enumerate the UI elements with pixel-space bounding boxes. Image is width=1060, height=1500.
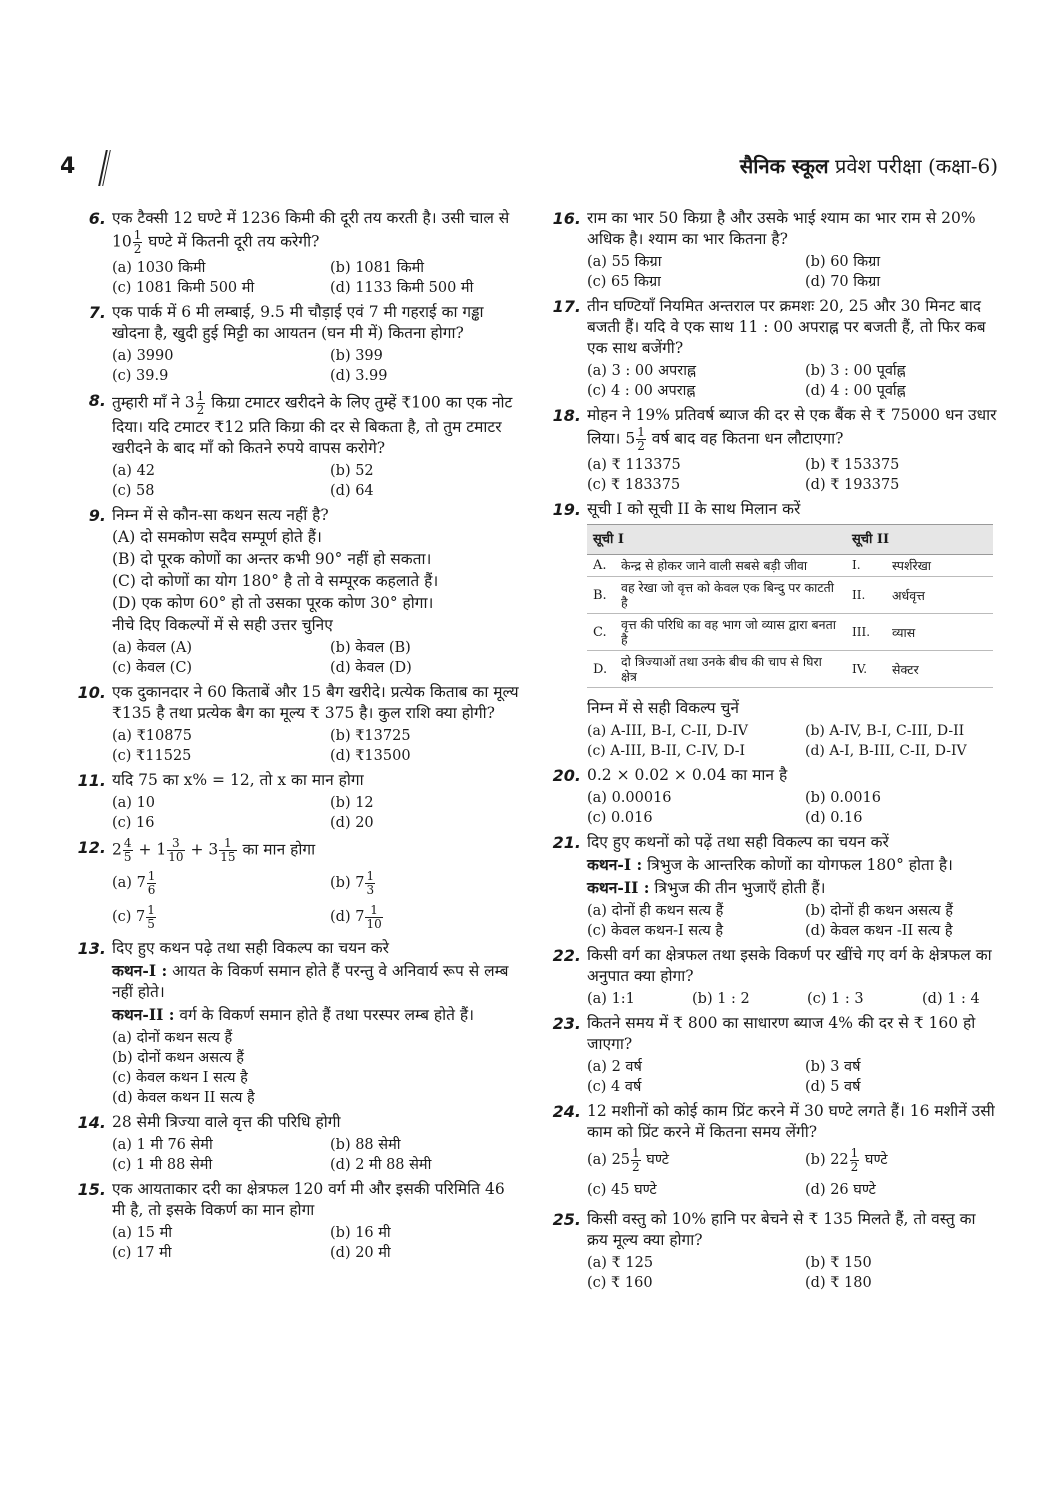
row-roman: III. bbox=[846, 614, 886, 651]
question-number: 16. bbox=[552, 209, 581, 228]
options bbox=[587, 788, 999, 828]
row-key: B. bbox=[587, 577, 615, 614]
question-number: 15. bbox=[77, 1180, 106, 1199]
statement-text: वर्ग के विकर्ण समान होते हैं तथा परस्पर लम्ब होते हैं। bbox=[174, 1006, 474, 1024]
options bbox=[587, 455, 999, 495]
question-number: 18. bbox=[552, 406, 581, 425]
option-b[interactable]: (b) 1081 किमी bbox=[330, 260, 425, 276]
option-a[interactable]: (a) 3 : 00 अपराह्न bbox=[587, 363, 696, 379]
question-23 bbox=[547, 1013, 999, 1097]
option-unit: घण्टे bbox=[860, 1152, 888, 1168]
options bbox=[112, 461, 522, 501]
option-b[interactable]: (b) 12 bbox=[330, 795, 374, 811]
option-a[interactable]: (a) ₹10875 bbox=[112, 728, 192, 744]
row-match: स्पर्शरेखा bbox=[886, 555, 993, 577]
option-a[interactable]: (a) 0.00016 bbox=[587, 790, 672, 806]
numerator: 1 bbox=[133, 228, 142, 242]
option-a[interactable]: (a) 42 bbox=[112, 463, 156, 479]
table-header-row bbox=[587, 525, 993, 555]
option-d[interactable]: (d) 3.99 bbox=[330, 368, 388, 384]
option-c[interactable]: (c) ₹ 160 bbox=[587, 1275, 653, 1291]
row-value: केन्द्र से होकर जाने वाली सबसे बड़ी जीवा bbox=[615, 555, 846, 577]
instruction: निम्न में से सही विकल्प चुनें bbox=[587, 699, 739, 717]
option-c[interactable]: (c) 58 bbox=[112, 483, 155, 499]
numerator: 1 bbox=[196, 389, 205, 403]
option-d[interactable]: (d) 20 मी bbox=[330, 1245, 391, 1261]
statement-a: (A) दो समकोण सदैव सम्पूर्ण होते हैं। bbox=[112, 528, 322, 546]
options bbox=[587, 901, 999, 941]
option-d[interactable]: (d) A-I, B-III, C-II, D-IV bbox=[805, 743, 967, 759]
question-16 bbox=[547, 208, 999, 292]
question-text: 2 $\frac{4}{5}$ + 1 $\frac{3}{10}$ + 3 $\frac{1}{15}$ का मान होगा bbox=[112, 836, 316, 864]
option-d[interactable]: (d) 26 घण्टे bbox=[805, 1182, 876, 1198]
question-text: किसी वस्तु को 10% हानि पर बेचने से ₹ 135 मिलते हैं, तो वस्तु का क्रय मूल्य क्या होगा? bbox=[587, 1210, 976, 1249]
question-18 bbox=[547, 405, 999, 495]
question-text: निम्न में से कौन-सा कथन सत्य नहीं है? bbox=[112, 506, 329, 524]
option-b[interactable]: (b) 60 किग्रा bbox=[805, 254, 881, 270]
option-c[interactable]: (c) 1081 किमी 500 मी bbox=[112, 280, 255, 296]
denominator: 2 bbox=[196, 403, 205, 417]
option-d[interactable]: (d) केवल कथन II सत्य है bbox=[112, 1090, 255, 1106]
statement-c: (C) दो कोणों का योग 180° है तो वे सम्पूरक कहलाते हैं। bbox=[112, 572, 439, 590]
denominator: 2 bbox=[133, 242, 142, 256]
list-2-header: सूची II bbox=[846, 525, 993, 555]
book-title-bold: सैनिक स्कूल bbox=[739, 154, 829, 178]
question-number: 13. bbox=[77, 939, 106, 958]
option-d[interactable]: (d) 1133 किमी 500 मी bbox=[330, 280, 474, 296]
question-number: 6. bbox=[88, 209, 106, 228]
statement-1 bbox=[112, 960, 522, 1003]
options bbox=[112, 258, 522, 298]
option-label: (a) 25 bbox=[587, 1152, 631, 1168]
table-row bbox=[587, 555, 993, 577]
option-b[interactable] bbox=[330, 866, 538, 900]
option-c[interactable]: (c) ₹11525 bbox=[112, 748, 192, 764]
text-part: वर्ष बाद वह कितना धन लौटाएगा? bbox=[646, 429, 844, 448]
fraction bbox=[196, 390, 206, 417]
statement-1 bbox=[587, 854, 999, 876]
option-a[interactable]: (a) A-III, B-I, C-II, D-IV bbox=[587, 723, 749, 739]
page-header bbox=[60, 150, 998, 190]
numerator: 1 bbox=[147, 902, 155, 917]
option-d[interactable]: (d) 70 किग्रा bbox=[805, 274, 881, 290]
option-c[interactable]: (c) A-III, B-II, C-IV, D-I bbox=[587, 743, 746, 759]
option-label: (a) 7 bbox=[112, 875, 146, 891]
option-c[interactable]: (c) ₹ 183375 bbox=[587, 477, 681, 493]
row-roman: II. bbox=[846, 577, 886, 614]
question-6 bbox=[72, 208, 522, 298]
option-a[interactable]: (a) केवल (A) bbox=[112, 640, 192, 656]
option-a[interactable]: (a) 3990 bbox=[112, 348, 174, 364]
question-number: 17. bbox=[552, 297, 581, 316]
question-7 bbox=[72, 302, 522, 386]
row-key: D. bbox=[587, 651, 615, 688]
option-d[interactable] bbox=[330, 900, 538, 934]
row-roman: I. bbox=[846, 555, 886, 577]
fraction bbox=[147, 870, 157, 897]
question-22 bbox=[547, 945, 999, 1009]
whole-part: 2 bbox=[112, 840, 122, 859]
options bbox=[112, 346, 522, 386]
options bbox=[112, 1135, 522, 1175]
row-match: अर्धवृत्त bbox=[886, 577, 993, 614]
numerator: 1 bbox=[366, 868, 375, 883]
question-number: 9. bbox=[88, 506, 106, 525]
question-text: 12 मशीनों को कोई काम प्रिंट करने में 30 घण्टे लगते हैं। 16 मशीनें उसी काम को प्रिंट करने में कितना समय लेंगी? bbox=[587, 1102, 995, 1141]
header-slash-ornament bbox=[102, 150, 107, 186]
right-column bbox=[547, 208, 999, 1297]
numerator: 1 bbox=[632, 1145, 640, 1160]
question-text: 0.2 × 0.02 × 0.04 का मान है bbox=[587, 766, 788, 784]
option-b[interactable]: (b) 399 bbox=[330, 348, 383, 364]
row-key: A. bbox=[587, 555, 615, 577]
fraction bbox=[133, 229, 143, 256]
question-number: 11. bbox=[77, 771, 106, 790]
option-c[interactable]: (c) केवल (C) bbox=[112, 660, 193, 676]
question-number: 24. bbox=[552, 1102, 581, 1121]
statement-b: (B) दो पूरक कोणों का अन्तर कभी 90° नहीं हो सकता। bbox=[112, 550, 432, 568]
option-c[interactable]: (c) 1 : 3 bbox=[807, 991, 864, 1007]
instruction: नीचे दिए विकल्पों में से सही उत्तर चुनिए bbox=[112, 616, 333, 634]
question-text bbox=[112, 390, 522, 459]
text-part: मोहन ने 19% प्रतिवर्ष ब्याज की दर से एक बैंक से ₹ 75000 धन उधार लिया। 5 bbox=[587, 406, 997, 448]
question-17 bbox=[547, 296, 999, 401]
option-c[interactable]: (c) 45 घण्टे bbox=[587, 1182, 657, 1198]
question-text: एक आयताकार दरी का क्षेत्रफल 120 वर्ग मी और इसकी परिमिति 46 मी है, तो इसके विकर्ण का मान होगा bbox=[112, 1180, 505, 1219]
option-d[interactable]: (d) 2 मी 88 सेमी bbox=[330, 1157, 432, 1173]
option-a[interactable]: (a) 10 bbox=[112, 795, 156, 811]
denominator: 3 bbox=[366, 882, 375, 897]
question-number: 19. bbox=[552, 500, 581, 519]
text-part: एक टैक्सी 12 घण्टे में 1236 किमी की दूरी तय करती है। उसी चाल से 10 bbox=[112, 209, 510, 251]
option-b[interactable]: (b) A-IV, B-I, C-III, D-II bbox=[805, 723, 965, 739]
row-value: वृत्त की परिधि का वह भाग जो व्यास द्वारा बनता है bbox=[615, 614, 846, 651]
question-21 bbox=[547, 832, 999, 941]
fraction bbox=[219, 837, 236, 864]
question-text: राम का भार 50 किग्रा है और उसके भाई श्याम का भार राम से 20% अधिक है। श्याम का भार कितना है? bbox=[587, 209, 976, 248]
text-part: घण्टे में कितनी दूरी तय करेगी? bbox=[143, 232, 320, 251]
option-d[interactable]: (d) 5 वर्ष bbox=[805, 1079, 861, 1095]
row-value: दो त्रिज्याओं तथा उनके बीच की चाप से घिरा क्षेत्र bbox=[615, 651, 846, 688]
options bbox=[112, 1223, 522, 1263]
whole-part: 1 bbox=[156, 840, 167, 859]
question-number: 23. bbox=[552, 1014, 581, 1033]
row-match: व्यास bbox=[886, 614, 993, 651]
numerator: 1 bbox=[850, 1145, 859, 1160]
option-b[interactable]: (b) केवल (B) bbox=[330, 640, 411, 656]
option-b[interactable]: (b) 3 वर्ष bbox=[805, 1059, 861, 1075]
option-c[interactable]: (c) केवल कथन-I सत्य है bbox=[587, 923, 724, 939]
option-d[interactable]: (d) 20 bbox=[330, 815, 374, 831]
denominator: 5 bbox=[147, 916, 155, 931]
question-12 bbox=[72, 837, 522, 934]
row-key: C. bbox=[587, 614, 615, 651]
option-a[interactable] bbox=[112, 866, 320, 900]
option-b[interactable]: (b) ₹ 150 bbox=[805, 1255, 872, 1271]
statement-label: कथन-I : bbox=[587, 855, 643, 874]
question-10 bbox=[72, 682, 522, 766]
option-label: (b) 22 bbox=[805, 1152, 849, 1168]
option-a[interactable]: (a) 1:1 bbox=[587, 991, 635, 1007]
question-text: किसी वर्ग का क्षेत्रफल तथा इसके विकर्ण पर खींचे गए वर्ग के क्षेत्रफल का अनुपात क्या होगा? bbox=[587, 946, 992, 985]
option-b[interactable]: (b) दोनों ही कथन असत्य हैं bbox=[805, 903, 953, 919]
option-a[interactable]: (a) दोनों कथन सत्य हैं bbox=[112, 1030, 233, 1046]
question-text: 28 सेमी त्रिज्या वाले वृत्त की परिधि होगी bbox=[112, 1113, 341, 1131]
options bbox=[112, 793, 522, 833]
text-part: तुम्हारी माँ ने 3 bbox=[112, 393, 195, 412]
option-b[interactable]: (b) ₹ 153375 bbox=[805, 457, 900, 473]
table-row bbox=[587, 651, 993, 688]
question-text: यदि 75 का x% = 12, तो x का मान होगा bbox=[112, 771, 364, 789]
statement-label: कथन-II : bbox=[587, 878, 650, 897]
options bbox=[587, 989, 999, 1009]
question-number: 14. bbox=[77, 1113, 106, 1132]
question-24 bbox=[547, 1101, 999, 1205]
option-b[interactable]: (b) 16 मी bbox=[330, 1225, 391, 1241]
options bbox=[587, 721, 999, 761]
statement-label: कथन-I : bbox=[112, 961, 168, 980]
row-roman: IV. bbox=[846, 651, 886, 688]
option-d[interactable]: (d) 4 : 00 पूर्वाह्न bbox=[805, 383, 906, 399]
book-title bbox=[740, 152, 998, 179]
option-a[interactable]: (a) 1030 किमी bbox=[112, 260, 206, 276]
fraction bbox=[365, 904, 382, 931]
numerator: 1 bbox=[637, 425, 645, 439]
question-number: 8. bbox=[88, 391, 106, 410]
text-part: किग्रा टमाटर खरीदने के लिए तुम्हें ₹100 का एक नोट दिया। यदि टमाटर ₹12 प्रति किग्रा की दर से बिकता है, तो तुम टमाटर खरीदने के बाद माँ को कितने रुपये वापस करोगे? bbox=[112, 393, 513, 457]
question-text: एक पार्क में 6 मी लम्बाई, 9.5 मी चौड़ाई एवं 7 मी गहराई का गड्ढा खोदना है, खुदी हुई मिट्टी का आयतन (घन मी में) कितना होगा? bbox=[112, 303, 484, 342]
question-14 bbox=[72, 1112, 522, 1175]
options bbox=[587, 1253, 999, 1293]
statement-text: त्रिभुज की तीन भुजाएँ होती हैं। bbox=[649, 879, 826, 897]
question-15 bbox=[72, 1179, 522, 1263]
question-number: 10. bbox=[77, 683, 106, 702]
option-a[interactable]: (a) दोनों ही कथन सत्य हैं bbox=[587, 903, 724, 919]
question-text: दिए हुए कथन पढ़े तथा सही विकल्प का चयन करे bbox=[112, 939, 389, 957]
option-d[interactable]: (d) 64 bbox=[330, 483, 374, 499]
denominator: 2 bbox=[632, 1159, 640, 1174]
option-b[interactable] bbox=[805, 1145, 1013, 1175]
question-text: तीन घण्टियाँ नियमित अन्तराल पर क्रमशः 20, 25 और 30 मिनट बाद बजती हैं। यदि वे एक साथ 11 : 00 अपराह्न पर बजती हैं, तो फिर कब एक साथ बजेंगी? bbox=[587, 297, 986, 357]
fraction bbox=[631, 1147, 641, 1174]
numerator: 1 bbox=[365, 904, 382, 918]
options bbox=[112, 866, 522, 934]
option-b[interactable]: (b) ₹13725 bbox=[330, 728, 411, 744]
question-text bbox=[112, 208, 522, 256]
fraction bbox=[365, 870, 375, 897]
option-d[interactable]: (d) 1 : 4 bbox=[922, 991, 980, 1007]
denominator: 2 bbox=[637, 439, 645, 453]
option-a[interactable] bbox=[587, 1145, 795, 1175]
options bbox=[587, 361, 999, 401]
options bbox=[112, 726, 522, 766]
row-value: वह रेखा जो वृत्त को केवल एक बिन्दु पर काटती है bbox=[615, 577, 846, 614]
match-table bbox=[587, 524, 993, 688]
denominator: 5 bbox=[123, 850, 132, 864]
fraction bbox=[146, 904, 156, 931]
option-label: (c) 7 bbox=[112, 909, 146, 925]
table-row bbox=[587, 577, 993, 614]
fraction bbox=[123, 837, 133, 864]
fraction bbox=[167, 837, 184, 864]
option-b[interactable]: (b) दोनों कथन असत्य हैं bbox=[112, 1050, 244, 1066]
option-unit: घण्टे bbox=[641, 1152, 669, 1168]
left-column bbox=[72, 208, 522, 1267]
question-number: 21. bbox=[552, 833, 581, 852]
options bbox=[587, 1145, 999, 1205]
options bbox=[587, 1057, 999, 1097]
statement-label: कथन-II : bbox=[112, 1005, 175, 1024]
options bbox=[587, 252, 999, 292]
question-11 bbox=[72, 770, 522, 833]
option-d[interactable]: (d) ₹13500 bbox=[330, 748, 411, 764]
option-d[interactable]: (d) ₹ 180 bbox=[805, 1275, 872, 1291]
option-label: (b) 7 bbox=[330, 875, 365, 891]
option-c[interactable]: (c) 17 मी bbox=[112, 1245, 172, 1261]
denominator: 15 bbox=[220, 850, 236, 864]
page-number: 4 bbox=[60, 154, 76, 179]
fraction bbox=[636, 426, 646, 453]
option-a[interactable]: (a) ₹ 113375 bbox=[587, 457, 681, 473]
numerator: 3 bbox=[167, 837, 184, 851]
option-a[interactable]: (a) 15 मी bbox=[112, 1225, 173, 1241]
options bbox=[112, 1028, 522, 1108]
whole-part: 3 bbox=[208, 840, 219, 859]
question-13 bbox=[72, 938, 522, 1108]
option-c[interactable] bbox=[112, 900, 320, 934]
question-text: सूची I को सूची II के साथ मिलान करें bbox=[587, 500, 801, 518]
option-b[interactable]: (b) 1 : 2 bbox=[692, 991, 750, 1007]
statement-2 bbox=[587, 877, 999, 899]
option-b[interactable]: (b) 0.0016 bbox=[805, 790, 881, 806]
question-text: एक दुकानदार ने 60 किताबें और 15 बैग खरीदे। प्रत्येक किताब का मूल्य ₹135 है तथा प्रत्येक बैग का मूल्य ₹ 375 है। कुल राशि क्या होगी? bbox=[112, 683, 519, 722]
option-b[interactable]: (b) 52 bbox=[330, 463, 374, 479]
question-text bbox=[587, 405, 999, 453]
option-d[interactable]: (d) ₹ 193375 bbox=[805, 477, 900, 493]
list-1-header: सूची I bbox=[587, 525, 846, 555]
option-a[interactable]: (a) 55 किग्रा bbox=[587, 254, 662, 270]
option-c[interactable]: (c) 65 किग्रा bbox=[587, 274, 661, 290]
option-a[interactable]: (a) 1 मी 76 सेमी bbox=[112, 1137, 213, 1153]
option-d[interactable]: (d) केवल कथन -II सत्य है bbox=[805, 923, 953, 939]
statement-d: (D) एक कोण 60° हो तो उसका पूरक कोण 30° होगा। bbox=[112, 594, 434, 612]
denominator: 10 bbox=[366, 916, 382, 931]
option-d[interactable]: (d) केवल (D) bbox=[330, 660, 412, 676]
table-row bbox=[587, 614, 993, 651]
question-number: 22. bbox=[552, 946, 581, 965]
options bbox=[112, 638, 522, 678]
book-title-rest: प्रवेश परीक्षा (कक्षा-6) bbox=[834, 154, 998, 178]
question-text: दिए हुए कथनों को पढ़ें तथा सही विकल्प का चयन करें bbox=[587, 833, 889, 851]
question-number: 25. bbox=[552, 1210, 581, 1229]
denominator: 2 bbox=[850, 1159, 859, 1174]
question-text: कितने समय में ₹ 800 का साधारण ब्याज 4% की दर से ₹ 160 हो जाएगा? bbox=[587, 1014, 976, 1053]
option-c[interactable]: (c) 16 bbox=[112, 815, 155, 831]
numerator: 1 bbox=[219, 837, 236, 851]
question-20 bbox=[547, 765, 999, 828]
question-25 bbox=[547, 1209, 999, 1293]
statement-2 bbox=[112, 1004, 522, 1026]
question-number: 12. bbox=[77, 838, 106, 857]
option-d[interactable]: (d) 0.16 bbox=[805, 810, 863, 826]
option-c[interactable]: (c) 0.016 bbox=[587, 810, 653, 826]
option-c[interactable]: (c) 39.9 bbox=[112, 368, 169, 384]
option-b[interactable]: (b) 3 : 00 पूर्वाह्न bbox=[805, 363, 906, 379]
question-9 bbox=[72, 505, 522, 678]
option-c[interactable]: (c) 4 : 00 अपराह्न bbox=[587, 383, 696, 399]
statement-text: त्रिभुज के आन्तरिक कोणों का योगफल 180° होता है। bbox=[642, 856, 953, 874]
option-c[interactable]: (c) 4 वर्ष bbox=[587, 1079, 642, 1095]
numerator: 1 bbox=[147, 868, 156, 883]
row-match: सेक्टर bbox=[886, 651, 993, 688]
option-b[interactable]: (b) 88 सेमी bbox=[330, 1137, 401, 1153]
denominator: 10 bbox=[168, 850, 184, 864]
option-a[interactable]: (a) 2 वर्ष bbox=[587, 1059, 642, 1075]
option-label: (d) 7 bbox=[330, 909, 365, 925]
fraction bbox=[850, 1147, 860, 1174]
question-19 bbox=[547, 499, 999, 761]
option-a[interactable]: (a) ₹ 125 bbox=[587, 1255, 654, 1271]
statement-text: आयत के विकर्ण समान होते हैं परन्तु वे अनिवार्य रूप से लम्ब नहीं होते। bbox=[112, 962, 509, 1001]
option-c[interactable]: (c) 1 मी 88 सेमी bbox=[112, 1157, 213, 1173]
question-number: 7. bbox=[88, 303, 106, 322]
denominator: 6 bbox=[147, 882, 156, 897]
question-8 bbox=[72, 390, 522, 501]
question-number: 20. bbox=[552, 766, 581, 785]
numerator: 4 bbox=[123, 836, 132, 850]
text-part: का मान होगा bbox=[237, 840, 316, 859]
option-c[interactable]: (c) केवल कथन I सत्य है bbox=[112, 1070, 248, 1086]
